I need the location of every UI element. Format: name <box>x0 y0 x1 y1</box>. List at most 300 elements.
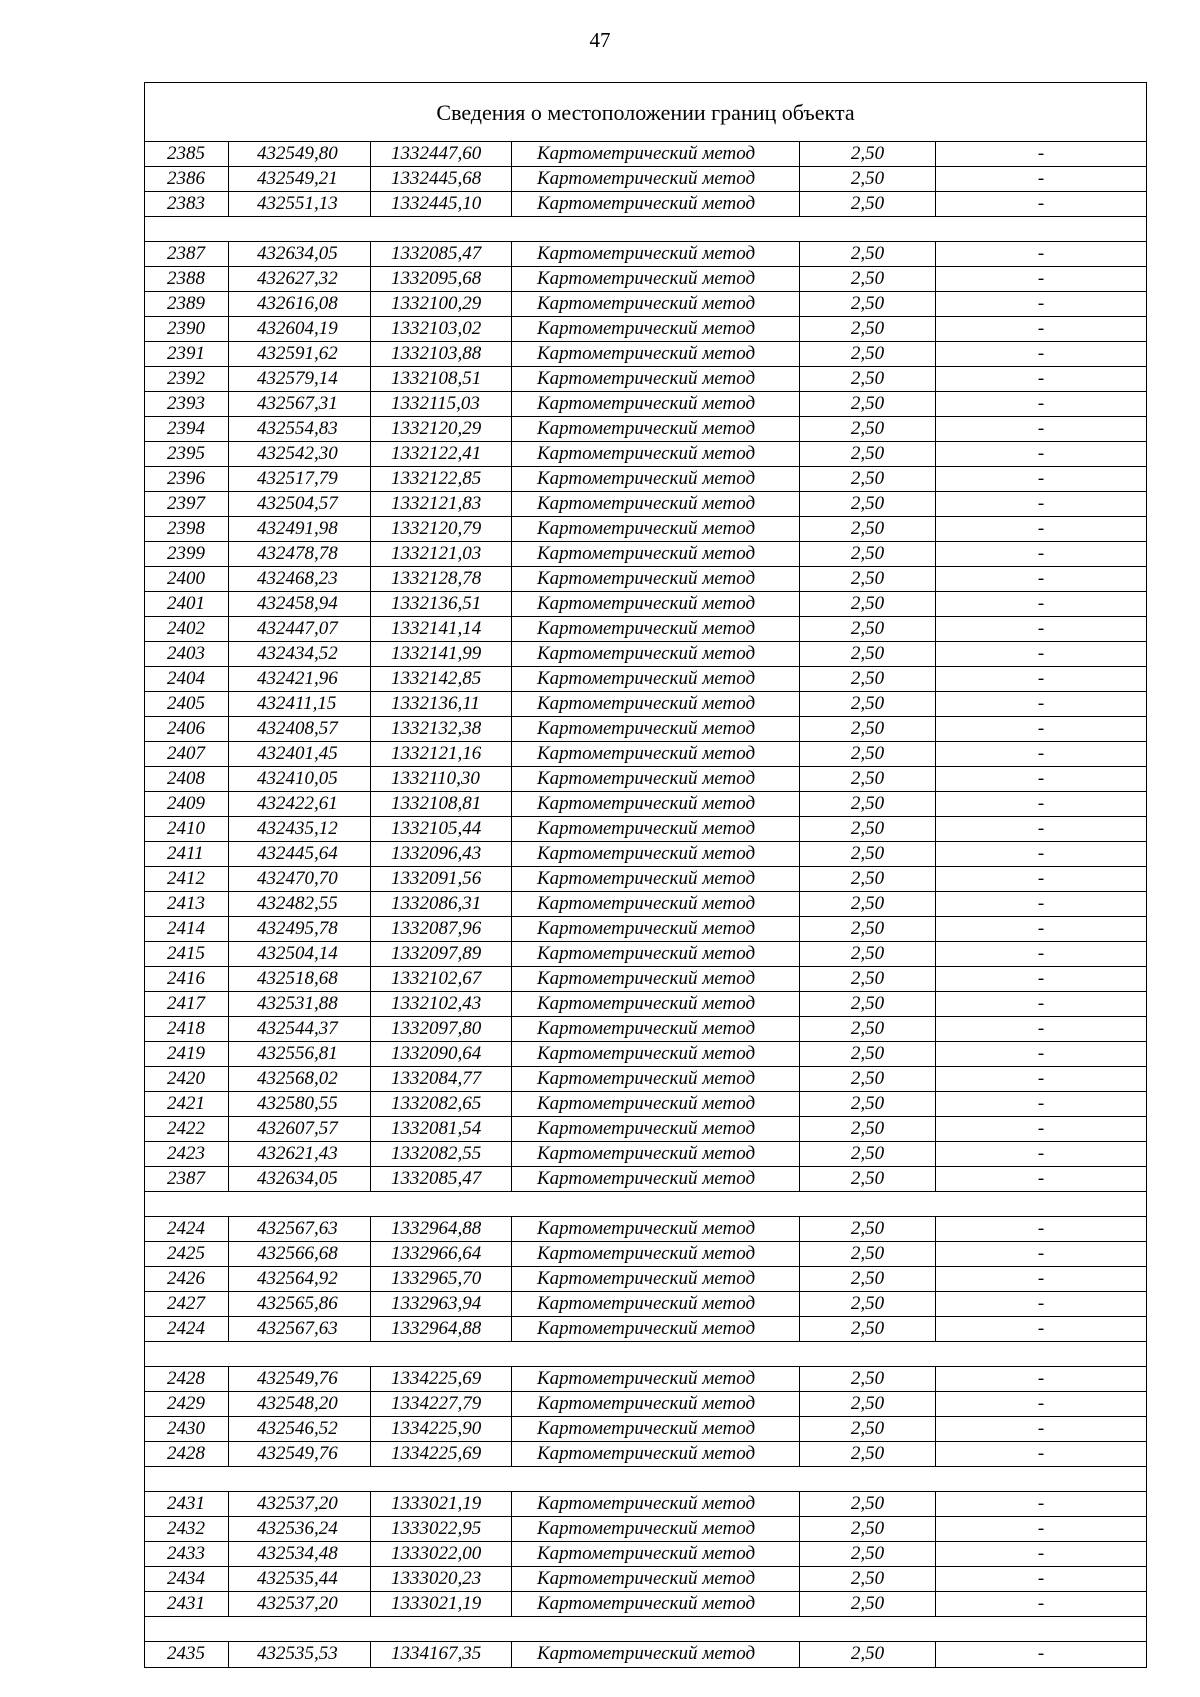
accuracy-cell: 2,50 <box>800 1117 936 1141</box>
table-row <box>145 1517 1146 1542</box>
coord-x-cell: 432537,20 <box>229 1592 371 1616</box>
separator-cell <box>145 1467 1146 1491</box>
table-row <box>145 1317 1146 1342</box>
accuracy-cell: 2,50 <box>800 342 936 366</box>
coord-y-cell: 1332121,16 <box>371 742 512 766</box>
description-cell: - <box>1037 1543 1045 1564</box>
table-row <box>145 1492 1146 1517</box>
accuracy-cell: 2,50 <box>800 742 936 766</box>
table-row <box>145 242 1146 267</box>
coord-x-cell: 432546,52 <box>229 1417 371 1441</box>
accuracy-cell: 2,50 <box>800 1067 936 1091</box>
coord-x-cell: 432401,45 <box>229 742 371 766</box>
coord-x-cell: 432634,05 <box>229 242 371 266</box>
point-number-cell: 2428 <box>145 1367 229 1391</box>
coord-y-cell: 1332132,38 <box>371 717 512 741</box>
coord-x-cell: 432458,94 <box>229 592 371 616</box>
method-cell: Картометрический метод <box>512 1292 800 1316</box>
accuracy-cell: 2,50 <box>800 1242 936 1266</box>
coord-y-cell: 1332122,41 <box>371 442 512 466</box>
coord-x-cell: 432504,14 <box>229 942 371 966</box>
point-number-cell: 2431 <box>145 1492 229 1516</box>
table-row <box>145 967 1146 992</box>
accuracy-cell: 2,50 <box>800 942 936 966</box>
coord-x-cell: 432616,08 <box>229 292 371 316</box>
separator-cell <box>145 217 1146 241</box>
method-cell: Картометрический метод <box>512 317 800 341</box>
point-number-cell: 2390 <box>145 317 229 341</box>
method-cell: Картометрический метод <box>512 967 800 991</box>
method-cell: Картометрический метод <box>512 242 800 266</box>
method-cell: Картометрический метод <box>512 367 800 391</box>
table-row <box>145 292 1146 317</box>
accuracy-cell: 2,50 <box>800 1492 936 1516</box>
table-row <box>145 367 1146 392</box>
method-cell: Картометрический метод <box>512 342 800 366</box>
coord-x-cell: 432518,68 <box>229 967 371 991</box>
coord-x-cell: 432478,78 <box>229 542 371 566</box>
point-number-cell: 2425 <box>145 1242 229 1266</box>
point-number-cell: 2391 <box>145 342 229 366</box>
accuracy-cell: 2,50 <box>800 842 936 866</box>
accuracy-cell: 2,50 <box>800 267 936 291</box>
table-row <box>145 792 1146 817</box>
method-cell: Картометрический метод <box>512 1167 800 1191</box>
method-cell: Картометрический метод <box>512 667 800 691</box>
table-row <box>145 617 1146 642</box>
coord-y-cell: 1332097,80 <box>371 1017 512 1041</box>
accuracy-cell: 2,50 <box>800 1317 936 1341</box>
coord-x-cell: 432495,78 <box>229 917 371 941</box>
coord-y-cell: 1332095,68 <box>371 267 512 291</box>
point-number-cell: 2413 <box>145 892 229 916</box>
coord-y-cell: 1334225,90 <box>371 1417 512 1441</box>
description-cell: - <box>1037 793 1045 814</box>
point-number-cell: 2430 <box>145 1417 229 1441</box>
description-cell: - <box>1037 643 1045 664</box>
description-cell: - <box>1037 1293 1045 1314</box>
table-row <box>145 1292 1146 1317</box>
accuracy-cell: 2,50 <box>800 517 936 541</box>
contour-separator-row <box>145 217 1146 242</box>
coord-y-cell: 1332096,43 <box>371 842 512 866</box>
accuracy-cell: 2,50 <box>800 817 936 841</box>
accuracy-cell: 2,50 <box>800 1142 936 1166</box>
coord-y-cell: 1332110,30 <box>371 767 512 791</box>
method-cell: Картометрический метод <box>512 1417 800 1441</box>
coord-x-cell: 432434,52 <box>229 642 371 666</box>
accuracy-cell: 2,50 <box>800 442 936 466</box>
accuracy-cell: 2,50 <box>800 317 936 341</box>
description-cell: - <box>1037 768 1045 789</box>
coord-y-cell: 1333021,19 <box>371 1492 512 1516</box>
coord-x-cell: 432470,70 <box>229 867 371 891</box>
description-cell: - <box>1037 568 1045 589</box>
coord-x-cell: 432447,07 <box>229 617 371 641</box>
description-cell: - <box>1037 1443 1045 1464</box>
coord-y-cell: 1334225,69 <box>371 1367 512 1391</box>
point-number-cell: 2394 <box>145 417 229 441</box>
point-number-cell: 2428 <box>145 1442 229 1466</box>
method-cell: Картометрический метод <box>512 1242 800 1266</box>
point-number-cell: 2408 <box>145 767 229 791</box>
coord-x-cell: 432549,76 <box>229 1442 371 1466</box>
description-cell: - <box>1037 1318 1045 1339</box>
table-row <box>145 842 1146 867</box>
accuracy-cell: 2,50 <box>800 592 936 616</box>
table-row <box>145 1592 1146 1617</box>
coord-x-cell: 432537,20 <box>229 1492 371 1516</box>
table-row <box>145 767 1146 792</box>
accuracy-cell: 2,50 <box>800 1092 936 1116</box>
method-cell: Картометрический метод <box>512 267 800 291</box>
accuracy-cell: 2,50 <box>800 792 936 816</box>
table-row <box>145 1092 1146 1117</box>
coord-x-cell: 432549,80 <box>229 142 371 166</box>
point-number-cell: 2385 <box>145 142 229 166</box>
coord-x-cell: 432534,48 <box>229 1542 371 1566</box>
table-row <box>145 992 1146 1017</box>
description-cell: - <box>1037 718 1045 739</box>
description-cell: - <box>1037 693 1045 714</box>
method-cell: Картометрический метод <box>512 842 800 866</box>
point-number-cell: 2426 <box>145 1267 229 1291</box>
accuracy-cell: 2,50 <box>800 767 936 791</box>
point-number-cell: 2388 <box>145 267 229 291</box>
coord-y-cell: 1332090,64 <box>371 1042 512 1066</box>
coord-x-cell: 432551,13 <box>229 192 371 216</box>
coord-x-cell: 432410,05 <box>229 767 371 791</box>
coord-y-cell: 1332136,51 <box>371 592 512 616</box>
coord-x-cell: 432604,19 <box>229 317 371 341</box>
description-cell: - <box>1037 1393 1045 1414</box>
accuracy-cell: 2,50 <box>800 567 936 591</box>
coord-y-cell: 1332082,55 <box>371 1142 512 1166</box>
coord-y-cell: 1332121,03 <box>371 542 512 566</box>
point-number-cell: 2404 <box>145 667 229 691</box>
separator-cell <box>145 1617 1146 1641</box>
point-number-cell: 2421 <box>145 1092 229 1116</box>
table-row <box>145 1042 1146 1067</box>
coord-y-cell: 1332964,88 <box>371 1317 512 1341</box>
method-cell: Картометрический метод <box>512 1217 800 1241</box>
description-cell: - <box>1037 318 1045 339</box>
coord-y-cell: 1332445,10 <box>371 192 512 216</box>
table-row <box>145 317 1146 342</box>
point-number-cell: 2402 <box>145 617 229 641</box>
table-row <box>145 567 1146 592</box>
point-number-cell: 2434 <box>145 1567 229 1591</box>
coord-y-cell: 1333021,19 <box>371 1592 512 1616</box>
accuracy-cell: 2,50 <box>800 1567 936 1591</box>
method-cell: Картометрический метод <box>512 192 800 216</box>
coord-y-cell: 1332103,88 <box>371 342 512 366</box>
coord-y-cell: 1332102,43 <box>371 992 512 1016</box>
point-number-cell: 2392 <box>145 367 229 391</box>
point-number-cell: 2403 <box>145 642 229 666</box>
coord-y-cell: 1334227,79 <box>371 1392 512 1416</box>
description-cell: - <box>1037 1568 1045 1589</box>
coord-y-cell: 1332081,54 <box>371 1117 512 1141</box>
coord-x-cell: 432517,79 <box>229 467 371 491</box>
contour-separator-row <box>145 1342 1146 1367</box>
table-body <box>145 142 1146 1667</box>
point-number-cell: 2424 <box>145 1217 229 1241</box>
coord-y-cell: 1332097,89 <box>371 942 512 966</box>
table-row <box>145 1117 1146 1142</box>
coord-x-cell: 432568,02 <box>229 1067 371 1091</box>
description-cell: - <box>1037 1093 1045 1114</box>
table-row <box>145 667 1146 692</box>
method-cell: Картометрический метод <box>512 517 800 541</box>
table-row <box>145 867 1146 892</box>
accuracy-cell: 2,50 <box>800 492 936 516</box>
method-cell: Картометрический метод <box>512 867 800 891</box>
coord-y-cell: 1332084,77 <box>371 1067 512 1091</box>
accuracy-cell: 2,50 <box>800 917 936 941</box>
method-cell: Картометрический метод <box>512 1042 800 1066</box>
method-cell: Картометрический метод <box>512 767 800 791</box>
point-number-cell: 2414 <box>145 917 229 941</box>
table-row <box>145 442 1146 467</box>
method-cell: Картометрический метод <box>512 1492 800 1516</box>
accuracy-cell: 2,50 <box>800 367 936 391</box>
table-row <box>145 1242 1146 1267</box>
coord-x-cell: 432580,55 <box>229 1092 371 1116</box>
point-number-cell: 2405 <box>145 692 229 716</box>
method-cell: Картометрический метод <box>512 467 800 491</box>
coord-y-cell: 1332105,44 <box>371 817 512 841</box>
method-cell: Картометрический метод <box>512 142 800 166</box>
table-row <box>145 267 1146 292</box>
description-cell: - <box>1037 1168 1045 1189</box>
method-cell: Картометрический метод <box>512 1367 800 1391</box>
accuracy-cell: 2,50 <box>800 1292 936 1316</box>
coord-y-cell: 1332121,83 <box>371 492 512 516</box>
accuracy-cell: 2,50 <box>800 167 936 191</box>
table-row <box>145 892 1146 917</box>
coord-y-cell: 1332115,03 <box>371 392 512 416</box>
method-cell: Картометрический метод <box>512 167 800 191</box>
description-cell: - <box>1037 518 1045 539</box>
table-row <box>145 1217 1146 1242</box>
point-number-cell: 2419 <box>145 1042 229 1066</box>
point-number-cell: 2418 <box>145 1017 229 1041</box>
coord-y-cell: 1332120,79 <box>371 517 512 541</box>
method-cell: Картометрический метод <box>512 1117 800 1141</box>
accuracy-cell: 2,50 <box>800 1417 936 1441</box>
point-number-cell: 2399 <box>145 542 229 566</box>
table-row <box>145 1367 1146 1392</box>
method-cell: Картометрический метод <box>512 792 800 816</box>
description-cell: - <box>1037 618 1045 639</box>
method-cell: Картометрический метод <box>512 492 800 516</box>
coord-x-cell: 432491,98 <box>229 517 371 541</box>
table-row <box>145 1142 1146 1167</box>
coord-y-cell: 1332103,02 <box>371 317 512 341</box>
method-cell: Картометрический метод <box>512 292 800 316</box>
separator-cell <box>145 1192 1146 1216</box>
point-number-cell: 2424 <box>145 1317 229 1341</box>
description-cell: - <box>1037 968 1045 989</box>
coord-y-cell: 1334225,69 <box>371 1442 512 1466</box>
description-cell: - <box>1037 1593 1045 1614</box>
coord-x-cell: 432536,24 <box>229 1517 371 1541</box>
coord-x-cell: 432544,37 <box>229 1017 371 1041</box>
description-cell: - <box>1037 1218 1045 1239</box>
description-cell: - <box>1037 1068 1045 1089</box>
description-cell: - <box>1037 993 1045 1014</box>
coord-y-cell: 1332085,47 <box>371 1167 512 1191</box>
accuracy-cell: 2,50 <box>800 892 936 916</box>
point-number-cell: 2397 <box>145 492 229 516</box>
coord-x-cell: 432548,20 <box>229 1392 371 1416</box>
description-cell: - <box>1037 468 1045 489</box>
description-cell: - <box>1037 593 1045 614</box>
coord-x-cell: 432435,12 <box>229 817 371 841</box>
point-number-cell: 2435 <box>145 1642 229 1667</box>
description-cell: - <box>1037 1493 1045 1514</box>
accuracy-cell: 2,50 <box>800 1392 936 1416</box>
description-cell: - <box>1037 1143 1045 1164</box>
coord-x-cell: 432556,81 <box>229 1042 371 1066</box>
accuracy-cell: 2,50 <box>800 1267 936 1291</box>
table-row <box>145 467 1146 492</box>
table-row <box>145 492 1146 517</box>
method-cell: Картометрический метод <box>512 542 800 566</box>
coord-x-cell: 432607,57 <box>229 1117 371 1141</box>
point-number-cell: 2431 <box>145 1592 229 1616</box>
description-cell: - <box>1037 818 1045 839</box>
coord-x-cell: 432542,30 <box>229 442 371 466</box>
table-row <box>145 1017 1146 1042</box>
accuracy-cell: 2,50 <box>800 1217 936 1241</box>
coord-x-cell: 432567,31 <box>229 392 371 416</box>
description-cell: - <box>1037 1018 1045 1039</box>
point-number-cell: 2433 <box>145 1542 229 1566</box>
table-row <box>145 942 1146 967</box>
coord-x-cell: 432411,15 <box>229 692 371 716</box>
table-row <box>145 1567 1146 1592</box>
coord-y-cell: 1332447,60 <box>371 142 512 166</box>
accuracy-cell: 2,50 <box>800 417 936 441</box>
coord-x-cell: 432566,68 <box>229 1242 371 1266</box>
method-cell: Картометрический метод <box>512 692 800 716</box>
method-cell: Картометрический метод <box>512 1267 800 1291</box>
coord-x-cell: 432408,57 <box>229 717 371 741</box>
contour-separator-row <box>145 1192 1146 1217</box>
table-row <box>145 142 1146 167</box>
coord-x-cell: 432531,88 <box>229 992 371 1016</box>
accuracy-cell: 2,50 <box>800 542 936 566</box>
method-cell: Картометрический метод <box>512 592 800 616</box>
coord-x-cell: 432504,57 <box>229 492 371 516</box>
description-cell: - <box>1037 243 1045 264</box>
method-cell: Картометрический метод <box>512 942 800 966</box>
coord-y-cell: 1333022,95 <box>371 1517 512 1541</box>
method-cell: Картометрический метод <box>512 892 800 916</box>
description-cell: - <box>1037 668 1045 689</box>
table-row <box>145 717 1146 742</box>
description-cell: - <box>1037 493 1045 514</box>
method-cell: Картометрический метод <box>512 417 800 441</box>
coord-x-cell: 432621,43 <box>229 1142 371 1166</box>
coord-y-cell: 1333020,23 <box>371 1567 512 1591</box>
description-cell: - <box>1037 418 1045 439</box>
accuracy-cell: 2,50 <box>800 967 936 991</box>
accuracy-cell: 2,50 <box>800 1017 936 1041</box>
point-number-cell: 2383 <box>145 192 229 216</box>
method-cell: Картометрический метод <box>512 1517 800 1541</box>
description-cell: - <box>1037 368 1045 389</box>
description-cell: - <box>1037 268 1045 289</box>
accuracy-cell: 2,50 <box>800 1517 936 1541</box>
method-cell: Картометрический метод <box>512 1092 800 1116</box>
method-cell: Картометрический метод <box>512 642 800 666</box>
accuracy-cell: 2,50 <box>800 142 936 166</box>
separator-cell <box>145 1342 1146 1366</box>
point-number-cell: 2411 <box>145 842 229 866</box>
accuracy-cell: 2,50 <box>800 1167 936 1191</box>
coord-y-cell: 1332102,67 <box>371 967 512 991</box>
table-row <box>145 1442 1146 1467</box>
point-number-cell: 2398 <box>145 517 229 541</box>
accuracy-cell: 2,50 <box>800 617 936 641</box>
point-number-cell: 2429 <box>145 1392 229 1416</box>
coord-x-cell: 432565,86 <box>229 1292 371 1316</box>
method-cell: Картометрический метод <box>512 817 800 841</box>
method-cell: Картометрический метод <box>512 1142 800 1166</box>
method-cell: Картометрический метод <box>512 1317 800 1341</box>
coord-x-cell: 432535,53 <box>229 1642 371 1667</box>
point-number-cell: 2400 <box>145 567 229 591</box>
method-cell: Картометрический метод <box>512 1542 800 1566</box>
coord-x-cell: 432468,23 <box>229 567 371 591</box>
coord-y-cell: 1332136,11 <box>371 692 512 716</box>
table-row <box>145 1417 1146 1442</box>
method-cell: Картометрический метод <box>512 1442 800 1466</box>
coord-x-cell: 432445,64 <box>229 842 371 866</box>
description-cell: - <box>1037 1118 1045 1139</box>
accuracy-cell: 2,50 <box>800 992 936 1016</box>
point-number-cell: 2422 <box>145 1117 229 1141</box>
coord-y-cell: 1332966,64 <box>371 1242 512 1266</box>
accuracy-cell: 2,50 <box>800 692 936 716</box>
coord-y-cell: 1332141,99 <box>371 642 512 666</box>
method-cell: Картометрический метод <box>512 992 800 1016</box>
coord-y-cell: 1332108,51 <box>371 367 512 391</box>
table-row <box>145 392 1146 417</box>
coord-y-cell: 1332964,88 <box>371 1217 512 1241</box>
table-row <box>145 692 1146 717</box>
coord-y-cell: 1332086,31 <box>371 892 512 916</box>
table-row <box>145 192 1146 217</box>
accuracy-cell: 2,50 <box>800 1442 936 1466</box>
accuracy-cell: 2,50 <box>800 192 936 216</box>
point-number-cell: 2406 <box>145 717 229 741</box>
accuracy-cell: 2,50 <box>800 292 936 316</box>
description-cell: - <box>1037 343 1045 364</box>
method-cell: Картометрический метод <box>512 1642 800 1667</box>
description-cell: - <box>1037 1368 1045 1389</box>
table-row <box>145 167 1146 192</box>
description-cell: - <box>1037 843 1045 864</box>
point-number-cell: 2423 <box>145 1142 229 1166</box>
description-cell: - <box>1037 868 1045 889</box>
table-row <box>145 1267 1146 1292</box>
table-row <box>145 542 1146 567</box>
table-row <box>145 642 1146 667</box>
